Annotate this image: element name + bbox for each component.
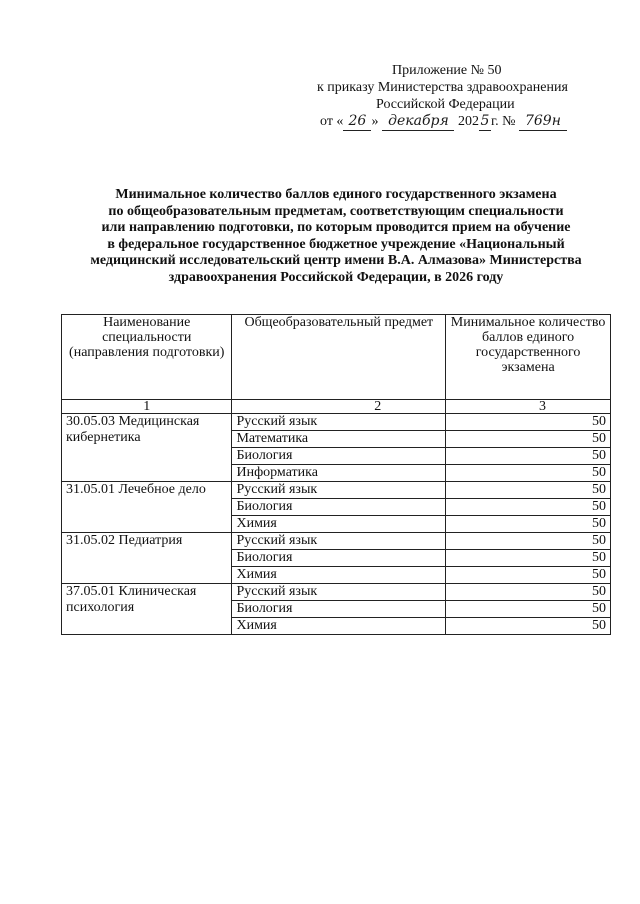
header-specialty: Наименование специальности (направления подготовки) bbox=[62, 315, 232, 400]
title-line: здравоохранения Российской Федерации, в 2026 году bbox=[168, 269, 504, 285]
appendix-header bbox=[300, 62, 590, 131]
subject-cell: Химия bbox=[232, 516, 446, 533]
column-index: 2 bbox=[232, 400, 446, 414]
column-index: 1 bbox=[62, 400, 232, 414]
specialty-cell: 30.05.03 Медицинская кибернетика bbox=[62, 414, 232, 482]
year-prefix: 202 bbox=[457, 114, 479, 129]
order-number: 769н bbox=[519, 113, 567, 131]
subject-cell: Биология bbox=[232, 499, 446, 516]
score-cell: 50 bbox=[446, 516, 611, 533]
table-header-row bbox=[62, 315, 611, 400]
subject-cell: Химия bbox=[232, 567, 446, 584]
score-cell: 50 bbox=[446, 584, 611, 601]
order-day: 26 bbox=[343, 113, 371, 131]
specialty-cell: 31.05.02 Педиатрия bbox=[62, 533, 232, 584]
title-line: медицинский исследовательский центр имени В.А. Алмазова» Министерства bbox=[90, 253, 582, 269]
year-after: г. № bbox=[490, 114, 516, 129]
score-cell: 50 bbox=[446, 533, 611, 550]
score-cell: 50 bbox=[446, 499, 611, 516]
score-cell: 50 bbox=[446, 482, 611, 499]
title-line: или направлению подготовки, по которым проводится прием на обучение bbox=[101, 220, 571, 236]
table-row bbox=[62, 584, 611, 601]
score-cell: 50 bbox=[446, 567, 611, 584]
header-min-score: Минимальное количество баллов единого государственного экзамена bbox=[446, 315, 611, 400]
appendix-number: Приложение № 50 bbox=[392, 63, 502, 78]
table-row bbox=[62, 482, 611, 499]
score-cell: 50 bbox=[446, 601, 611, 618]
column-index: 3 bbox=[446, 400, 611, 414]
score-cell: 50 bbox=[446, 448, 611, 465]
score-cell: 50 bbox=[446, 431, 611, 448]
score-cell: 50 bbox=[446, 465, 611, 482]
document-title bbox=[70, 187, 602, 287]
subject-cell: Русский язык bbox=[232, 533, 446, 550]
date-mid: » bbox=[371, 114, 379, 129]
title-line: по общеобразовательным предметам, соответствующим специальности bbox=[108, 203, 564, 219]
column-index-row bbox=[62, 400, 611, 414]
subject-cell: Биология bbox=[232, 448, 446, 465]
subject-cell: Математика bbox=[232, 431, 446, 448]
subject-cell: Русский язык bbox=[232, 482, 446, 499]
subject-cell: Информатика bbox=[232, 465, 446, 482]
score-cell: 50 bbox=[446, 414, 611, 431]
score-cell: 50 bbox=[446, 550, 611, 567]
specialty-cell: 31.05.01 Лечебное дело bbox=[62, 482, 232, 533]
specialty-cell: 37.05.01 Клиническая психология bbox=[62, 584, 232, 635]
order-date-line bbox=[300, 113, 590, 131]
title-line: Минимальное количество баллов единого государственного экзамена bbox=[115, 187, 557, 202]
table-row bbox=[62, 414, 611, 431]
date-prefix: от « bbox=[320, 114, 344, 129]
subject-cell: Химия bbox=[232, 618, 446, 635]
score-cell: 50 bbox=[446, 618, 611, 635]
subject-cell: Русский язык bbox=[232, 584, 446, 601]
header-subject: Общеобразовательный предмет bbox=[232, 315, 446, 400]
subject-cell: Биология bbox=[232, 550, 446, 567]
title-line: в федеральное государственное бюджетное учреждение «Национальный bbox=[107, 236, 565, 252]
federation-line: Российской Федерации bbox=[376, 97, 515, 112]
order-year-digit: 5 bbox=[480, 113, 490, 129]
order-reference: к приказу Министерства здравоохранения bbox=[317, 80, 568, 95]
subject-cell: Русский язык bbox=[232, 414, 446, 431]
order-month: декабря bbox=[382, 113, 454, 131]
subject-cell: Биология bbox=[232, 601, 446, 618]
scores-table bbox=[61, 314, 611, 635]
table-row bbox=[62, 533, 611, 550]
